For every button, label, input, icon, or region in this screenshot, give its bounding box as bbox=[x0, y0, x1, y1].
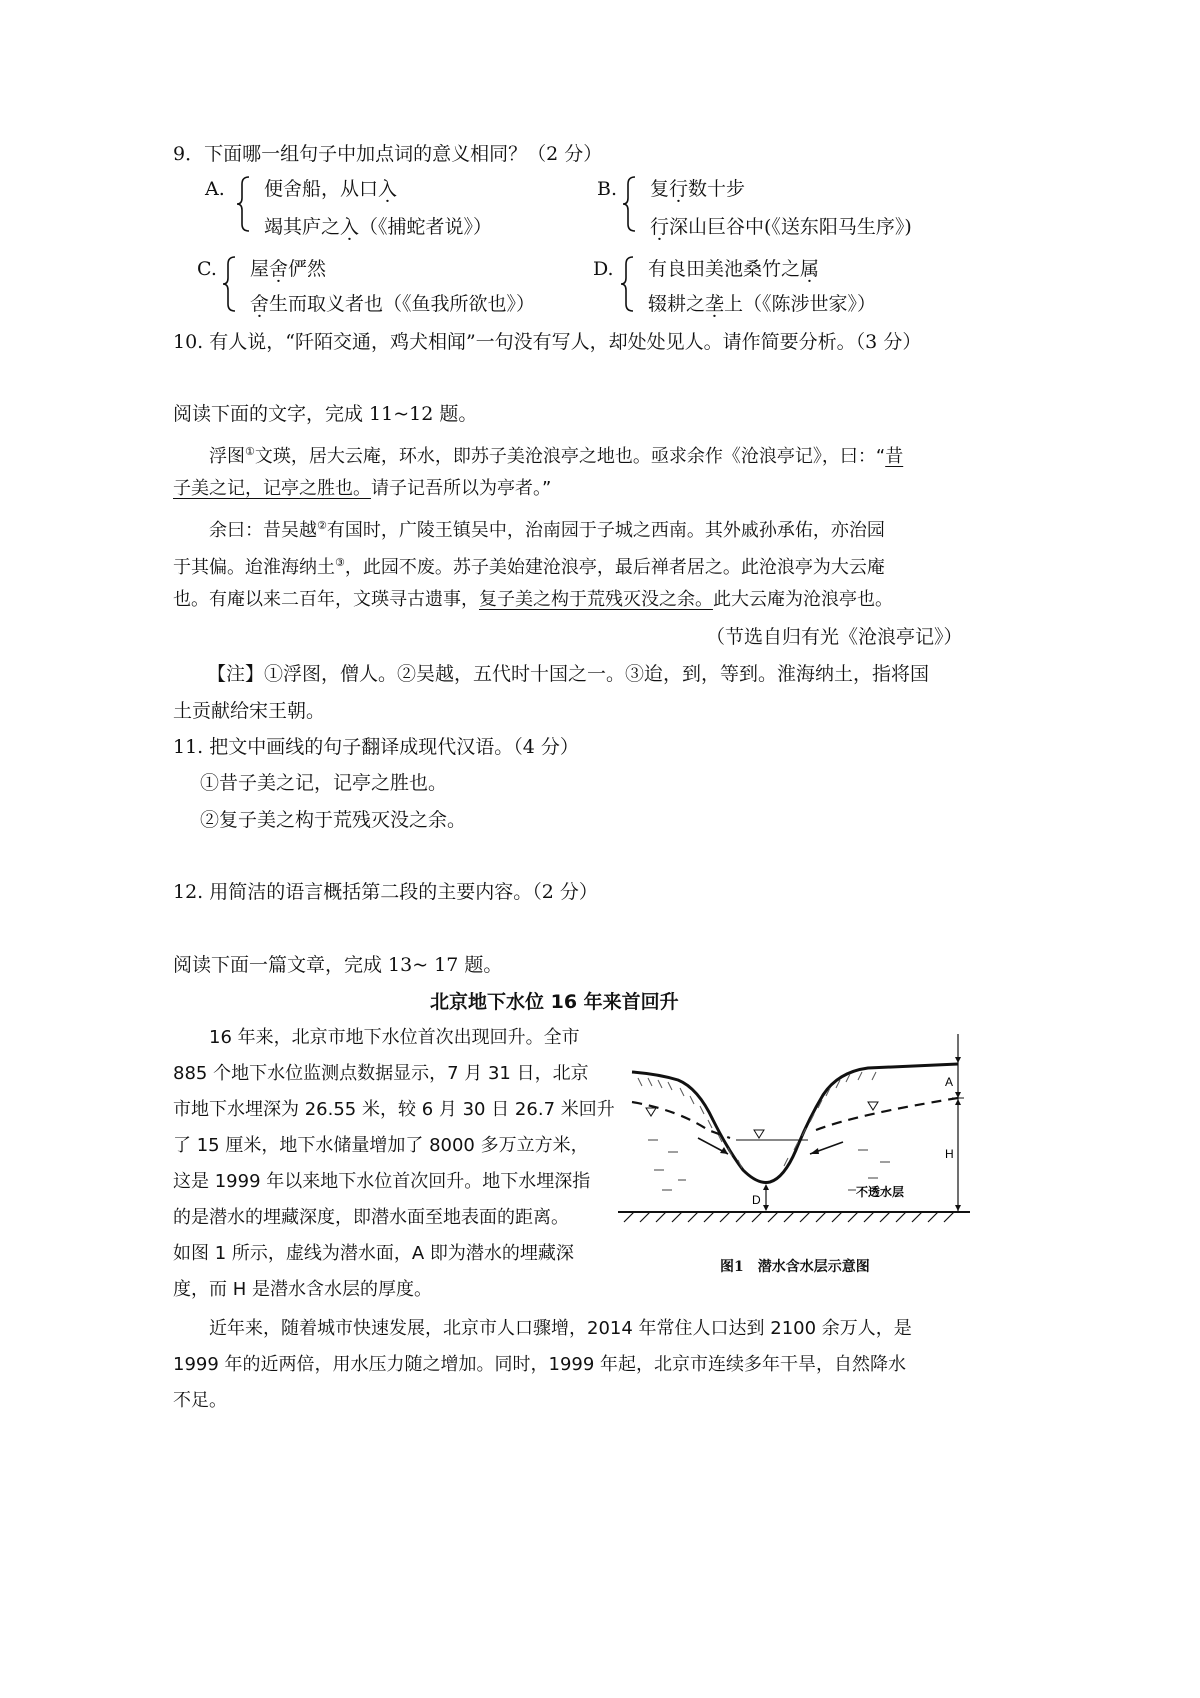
brace-icon bbox=[222, 256, 236, 312]
reading1-p2-line2: 于其偏。迨淮海纳土③，此园不废。苏子美始建沧浪亭，最后禅者居之。此沧浪亭为大云庵 bbox=[173, 556, 885, 578]
article-line: 度，而 H 是潜水含水层的厚度。 bbox=[173, 1279, 432, 1300]
q11-sentence-1: ①昔子美之记，记亭之胜也。 bbox=[200, 772, 448, 794]
q10-stem: 10. 有人说，“阡陌交通，鸡犬相闻”一句没有写人，却处处见人。请作简要分析。（3 分） bbox=[173, 331, 922, 353]
q9-option-c-line1: 屋舍俨然 bbox=[250, 258, 327, 280]
brace-icon bbox=[620, 256, 634, 312]
article-line: 的是潜水的埋藏深度，即潜水面至地表面的距离。 bbox=[173, 1207, 569, 1228]
article-p2-line2: 1999 年的近两倍，用水压力随之增加。同时，1999 年起，北京市连续多年干旱，自然降水 bbox=[173, 1354, 907, 1375]
brace-icon bbox=[622, 176, 636, 232]
q9-stem: 9．下面哪一组句子中加点词的意义相同？（2 分） bbox=[173, 143, 603, 165]
label-a: A bbox=[945, 1075, 954, 1089]
article-line: 了 15 厘米，地下水储量增加了 8000 多万立方米， bbox=[173, 1135, 589, 1156]
article-title: 北京地下水位 16 年来首回升 bbox=[430, 991, 679, 1013]
article-line: 885 个地下水位监测点数据显示，7 月 31 日，北京 bbox=[173, 1063, 589, 1084]
q11-stem: 11. 把文中画线的句子翻译成现代汉语。（4 分） bbox=[173, 736, 579, 758]
label-h: H bbox=[945, 1147, 954, 1161]
q9-option-a-line1: 便舍船，从口入 bbox=[264, 178, 398, 200]
reading1-p1-line1: 浮图①文瑛，居大云庵，环水，即苏子美沧浪亭之地也。亟求余作《沧浪亭记》，曰：“昔 bbox=[209, 445, 904, 467]
aquifer-diagram bbox=[618, 1030, 970, 1230]
q9-option-b-line2: 行深山巨谷中(《送东阳马生序》) bbox=[650, 216, 912, 238]
article-p2-line3: 不足。 bbox=[173, 1390, 227, 1411]
figure-caption: 图1 潜水含水层示意图 bbox=[720, 1259, 870, 1275]
brace-icon bbox=[236, 176, 250, 232]
reading1-p1-line2: 子美之记，记亭之胜也。请子记吾所以为亭者。” bbox=[173, 478, 552, 499]
reading2-intro: 阅读下面一篇文章，完成 13~ 17 题。 bbox=[173, 954, 503, 976]
article-line: 如图 1 所示，虚线为潜水面，A 即为潜水的埋藏深 bbox=[173, 1243, 574, 1264]
q9-option-d-label: D. bbox=[593, 258, 614, 280]
q9-option-b-label: B. bbox=[597, 178, 618, 200]
reading1-p2-line1: 余曰：昔吴越②有国时，广陵王镇吴中，治南园于子城之西南。其外戚孙承佑，亦治园 bbox=[209, 519, 885, 541]
article-p2-line1: 近年来，随着城市快速发展，北京市人口骤增，2014 年常住人口达到 2100 余万人，是 bbox=[209, 1318, 912, 1339]
q9-option-c-label: C. bbox=[197, 258, 217, 280]
q9-option-d-line2: 辍耕之垄上（《陈涉世家》） bbox=[648, 293, 877, 315]
q11-sentence-2: ②复子美之构于荒残灭没之余。 bbox=[200, 809, 467, 831]
reading1-note-line1: 【注】①浮图，僧人。②吴越，五代时十国之一。③迨，到，等到。淮海纳土，指将国 bbox=[207, 663, 930, 685]
article-line: 16 年来，北京市地下水位首次出现回升。全市 bbox=[209, 1027, 580, 1048]
article-line: 市地下水埋深为 26.55 米，较 6 月 30 日 26.7 米回升 bbox=[173, 1099, 615, 1120]
q9-option-b-line1: 复行数十步 bbox=[650, 178, 746, 200]
q9-option-a-label: A. bbox=[205, 178, 225, 200]
reading1-note-line2: 土贡献给宋王朝。 bbox=[173, 700, 326, 722]
reading1-source: （节选自归有光《沧浪亭记》） bbox=[706, 626, 963, 648]
label-d: D bbox=[752, 1193, 761, 1207]
q9-option-c-line2: 舍生而取义者也（《鱼我所欲也》） bbox=[250, 293, 536, 315]
impermeable-layer-label: 不透水层 bbox=[856, 1185, 905, 1199]
q12-stem: 12. 用简洁的语言概括第二段的主要内容。（2 分） bbox=[173, 881, 598, 903]
reading1-intro: 阅读下面的文字，完成 11~12 题。 bbox=[173, 403, 478, 425]
q9-option-a-line2: 竭其庐之入（《捕蛇者说》） bbox=[264, 216, 493, 238]
reading1-p2-line3: 也。有庵以来二百年，文瑛寻古遗事，复子美之构于荒残灭没之余。此大云庵为沧浪亭也。 bbox=[173, 589, 893, 610]
q9-option-d-line1: 有良田美池桑竹之属 bbox=[648, 258, 820, 280]
article-line: 这是 1999 年以来地下水位首次回升。地下水埋深指 bbox=[173, 1171, 591, 1192]
